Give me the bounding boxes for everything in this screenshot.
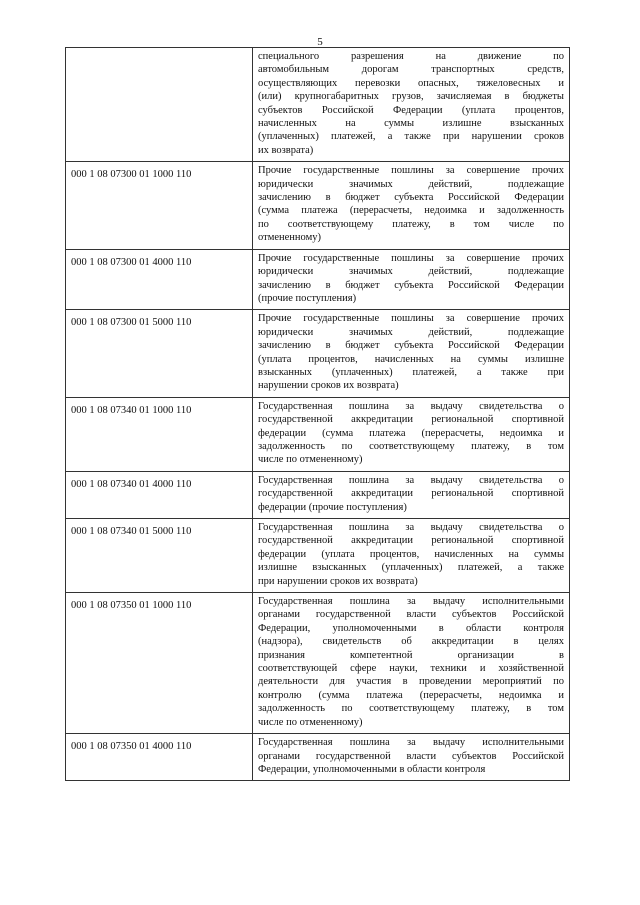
description-line: зачислению в бюджет субъекта Российской Федерации — [258, 192, 564, 204]
description-line: субъектов Российской Федерации (уплата процентов, — [258, 104, 564, 116]
budget-code-cell: 000 1 08 07300 01 5000 110 — [66, 310, 253, 397]
description-line: Государственная пошлина за выдачу исполнительными — [258, 596, 564, 608]
table-body — [66, 48, 570, 781]
description-line: взысканных (уплаченных) платежей, а также при — [258, 366, 564, 378]
description-line: Государственная пошлина за выдачу свидетельства о — [258, 400, 564, 412]
budget-code-cell: 000 1 08 07350 01 4000 110 — [66, 734, 253, 781]
description-line: признания компетентной организации в — [258, 649, 564, 661]
description-cell — [253, 249, 570, 310]
description-line: Прочие государственные пошлины за совершение прочих — [258, 165, 564, 177]
table-row — [66, 593, 570, 734]
page-number: 5 — [317, 36, 323, 48]
table-row — [66, 162, 570, 249]
description-line: Федерации, уполномоченными в области контроля — [258, 622, 564, 634]
description-line: (или) крупногабаритных грузов, зачисляемая в бюджеты — [258, 91, 564, 103]
description-line: зачислению в бюджет субъекта Российской Федерации — [258, 340, 564, 352]
description-line: задолженность по соответствующему платежу, в том — [258, 440, 564, 452]
description-line: начисленных на суммы излишне взысканных — [258, 118, 564, 130]
description-line: Прочие государственные пошлины за совершение прочих — [258, 313, 564, 325]
description-line: федерации (уплата процентов, начисленных на суммы — [258, 548, 564, 560]
description-cell — [253, 310, 570, 397]
description-line: числе по отмененному) — [258, 454, 363, 466]
description-cell — [253, 48, 570, 162]
description-line: юридически значимых действий, подлежащие — [258, 266, 564, 278]
description-line: государственной аккредитации региональной спортивной — [258, 535, 564, 547]
table-row — [66, 310, 570, 397]
description-line: (сумма платежа (перерасчеты, недоимка и задолженность — [258, 205, 564, 217]
description-line: Государственная пошлина за выдачу исполнительными — [258, 737, 564, 749]
description-line: Прочие государственные пошлины за совершение прочих — [258, 252, 564, 264]
description-line: (прочие поступления) — [258, 292, 357, 304]
budget-codes-table — [65, 47, 570, 781]
description-line: нарушении сроков их возврата) — [258, 380, 399, 392]
description-line: (уплаченных) платежей, а также при нарушении сроков — [258, 131, 564, 143]
description-cell — [253, 593, 570, 734]
budget-code-cell: 000 1 08 07350 01 1000 110 — [66, 593, 253, 734]
description-line: осуществляющих перевозки опасных, тяжеловесных и — [258, 77, 564, 89]
budget-code-cell: 000 1 08 07300 01 4000 110 — [66, 249, 253, 310]
table-row — [66, 471, 570, 518]
description-line: контролю (сумма платежа (перерасчеты, недоимка и — [258, 689, 564, 701]
description-cell — [253, 734, 570, 781]
description-line: соответствующей сфере науки, техники и хозяйственной — [258, 663, 564, 675]
description-cell — [253, 519, 570, 593]
table-row — [66, 734, 570, 781]
table-row — [66, 397, 570, 471]
description-line: автомобильным дорогам транспортных средств, — [258, 64, 564, 76]
description-line: задолженность по соответствующему платежу, в том — [258, 703, 564, 715]
description-line: федерации (прочие поступления) — [258, 501, 407, 513]
table-row — [66, 48, 570, 162]
budget-code-cell: 000 1 08 07340 01 1000 110 — [66, 397, 253, 471]
description-line: специального разрешения на движение по — [258, 51, 564, 62]
table-row — [66, 519, 570, 593]
description-line: числе по отмененному) — [258, 716, 363, 728]
description-line: юридически значимых действий, подлежащие — [258, 178, 564, 190]
table-row — [66, 249, 570, 310]
description-cell — [253, 397, 570, 471]
description-line: (надзора), свидетельств об аккредитации в целях — [258, 636, 564, 648]
description-line: Государственная пошлина за выдачу свидетельства о — [258, 522, 564, 533]
description-line: при нарушении сроков их возврата) — [258, 575, 418, 587]
description-line: федерации (сумма платежа (перерасчеты, недоимка и — [258, 427, 564, 439]
description-line: деятельности для участия в проведении мероприятий по — [258, 676, 564, 688]
description-line: отмененному) — [258, 232, 321, 244]
description-line: юридически значимых действий, подлежащие — [258, 326, 564, 338]
description-line: излишне взысканных (уплаченных) платежей, а также — [258, 562, 564, 574]
description-line: органами государственной власти субъектов Российской — [258, 609, 564, 621]
description-line: государственной аккредитации региональной спортивной — [258, 488, 564, 500]
description-line: Государственная пошлина за выдачу свидетельства о — [258, 474, 564, 486]
description-cell — [253, 162, 570, 249]
budget-code-cell: 000 1 08 07300 01 1000 110 — [66, 162, 253, 249]
description-line: по соответствующему платежу, в том числе по — [258, 218, 564, 230]
budget-code-cell: 000 1 08 07340 01 4000 110 — [66, 471, 253, 518]
description-line: их возврата) — [258, 144, 314, 156]
description-line: (уплата процентов, начисленных на суммы излишне — [258, 353, 564, 365]
description-line: государственной аккредитации региональной спортивной — [258, 414, 564, 426]
description-line: зачислению в бюджет субъекта Российской Федерации — [258, 279, 564, 291]
budget-code-cell — [66, 48, 253, 162]
budget-code-cell: 000 1 08 07340 01 5000 110 — [66, 519, 253, 593]
description-line: Федерации, уполномоченными в области контроля — [258, 763, 486, 775]
description-cell — [253, 471, 570, 518]
description-line: органами государственной власти субъектов Российской — [258, 750, 564, 762]
